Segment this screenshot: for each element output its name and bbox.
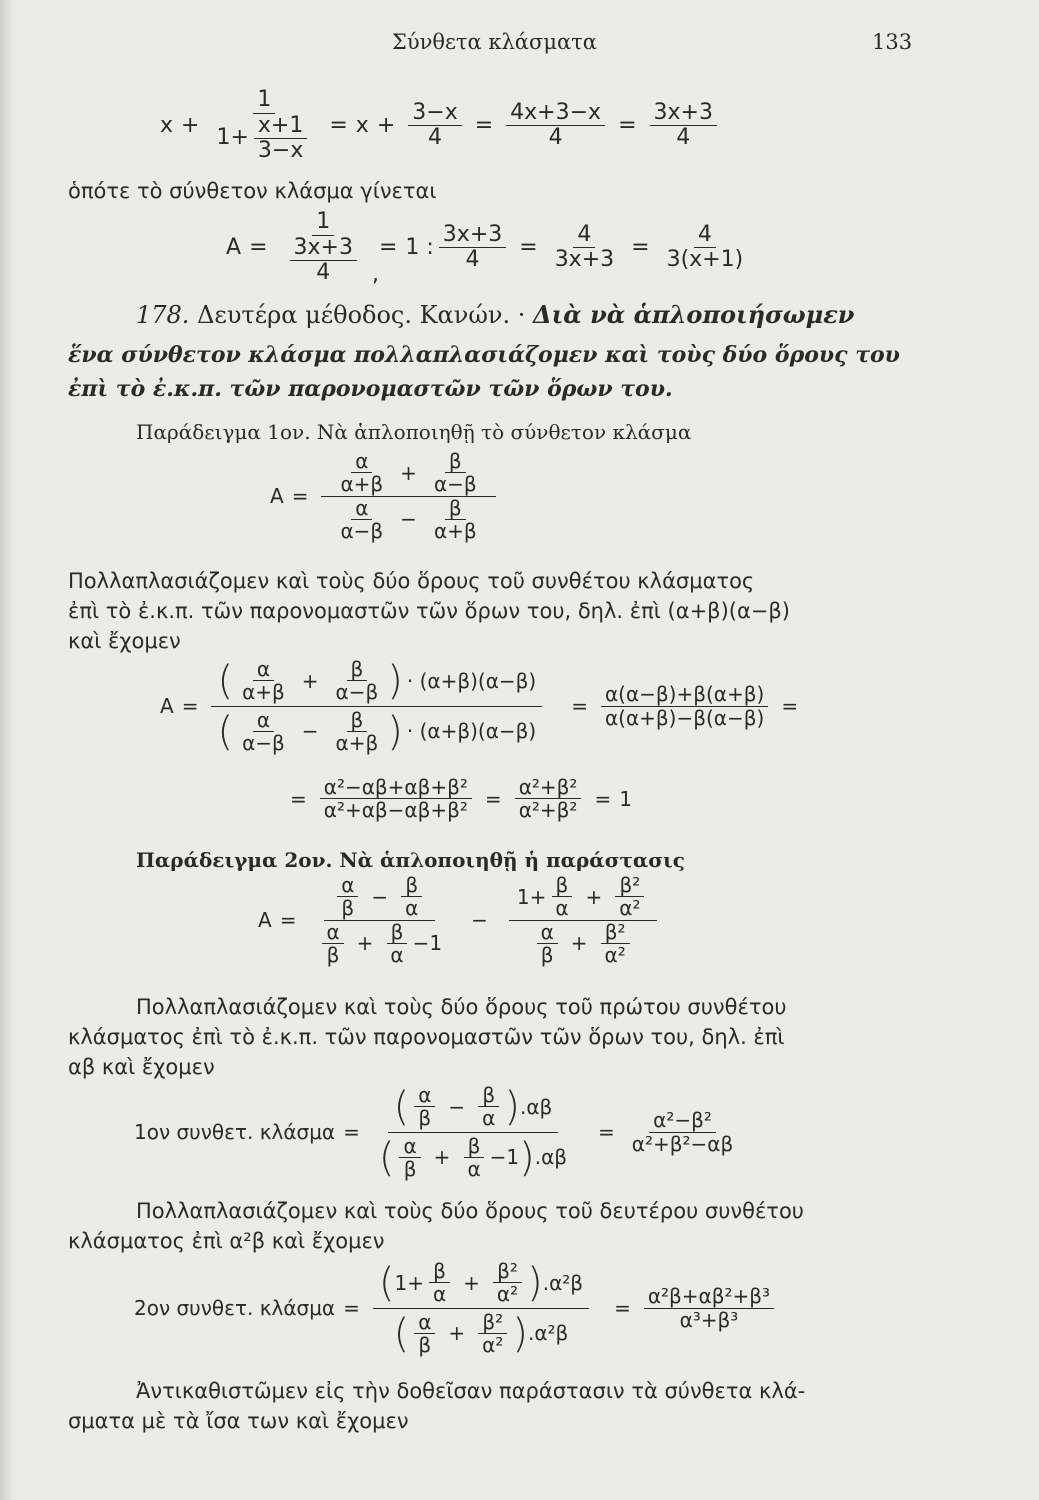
page-edge-shadow <box>0 0 14 1500</box>
one-divided: 1 : <box>405 235 434 261</box>
plus-sign: + <box>376 113 396 139</box>
numerator: 4 <box>573 223 595 249</box>
fraction <box>551 223 618 273</box>
product-term: · (α+β)(α−β) <box>406 719 537 744</box>
numerator <box>321 450 495 497</box>
denominator <box>321 497 495 543</box>
numerator: 3x+3 <box>290 236 357 262</box>
numerator: ( $\frac{\alpha}{\alpha+\beta}$ + $\frac{\beta}{\alpha-\beta}$ ) · (α+β)(α−β) <box>211 658 542 707</box>
equals-sign: = <box>781 694 799 719</box>
fraction: $\frac{\alpha}{\alpha+\beta}$ <box>340 449 384 497</box>
equals-sign: = <box>519 235 538 261</box>
equation-example1 <box>270 450 501 543</box>
var-A: A <box>258 908 272 933</box>
equals-sign: = <box>618 113 637 139</box>
denominator: 3−x <box>257 138 304 164</box>
text-line: Πολλαπλασιάζομεν καὶ τοὺς δύο ὅρους τοῦ δευτέρου συνθέτου <box>136 1199 804 1223</box>
fraction <box>506 101 605 151</box>
text-line: Πολλαπλασιάζομεν καὶ τοὺς δύο ὅρους τοῦ πρώτου συνθέτου <box>136 995 787 1019</box>
compound-fraction: 1+ $\frac{\beta}{\alpha}$ + $\frac{\text{β²}}{\text{α²}}$ $\frac{\alpha}{\beta}$ + $\frac{\text{β²}}{\text{α²}}$ <box>509 874 658 967</box>
equals-sign: = <box>474 113 494 139</box>
equals-sign: = <box>571 694 588 719</box>
one-plus: 1+ <box>216 125 249 151</box>
compound-fraction <box>321 450 495 543</box>
inner-fraction <box>290 236 357 286</box>
page-header <box>0 30 1039 60</box>
rule-text: Διὰ νὰ ἁπλοποιήσωμεν <box>533 300 855 329</box>
var-x: x <box>355 113 369 139</box>
numerator: 3x+3 <box>439 223 506 249</box>
fraction: $\frac{\beta}{\alpha+\beta}$ <box>433 495 477 544</box>
section-heading <box>136 300 854 329</box>
equals-sign: = <box>329 113 348 139</box>
var-A: A <box>270 484 284 509</box>
equals-sign: = <box>181 694 199 719</box>
fraction: $\frac{\alpha}{\alpha-\beta}$ <box>340 495 384 544</box>
nested-fraction <box>212 88 316 164</box>
numerator: 4 <box>694 223 716 249</box>
rule-text: ἐπὶ τὸ ἐ.κ.π. τῶν παρονομαστῶν τῶν ὅρων του. <box>68 376 673 402</box>
example-title: Παράδειγμα 2ον. Νὰ ἁπλοποιηθῇ ἡ παράστασις <box>136 848 685 872</box>
equals-sign: = <box>484 786 502 811</box>
numerator: 3−x <box>408 101 461 127</box>
equation-2 <box>226 210 752 286</box>
equals-sign: = <box>291 484 309 509</box>
equals-sign: = <box>594 786 612 811</box>
text-line: κλάσματος ἐπὶ τὸ ἐ.κ.π. τῶν παρονομαστῶν τῶν ὅρων του, δηλ. ἐπὶ <box>68 1025 785 1049</box>
equation-example2 <box>258 874 662 967</box>
text-line: σματα μὲ τὰ ἴσα των καὶ ἔχομεν <box>68 1409 409 1433</box>
denominator: 3(x+1) <box>666 247 744 273</box>
denominator <box>281 236 366 286</box>
equation-first-compound: 1ον συνθετ. κλάσμα = ( $\frac{\alpha}{\beta}$ − $\frac{\beta}{\alpha}$ ) .αβ ( $\frac{\alpha}{\beta}$ + $\frac{\beta}{\alpha}$ −1 ) .αβ = $\frac{\text{α²−β²}}{\text{α²+β²−αβ}}$ <box>134 1083 734 1182</box>
denominator: 4 <box>676 125 691 151</box>
inner-fraction <box>254 114 307 164</box>
numerator: 1 <box>312 210 334 236</box>
fraction: $\frac{\alpha(\alpha-\beta)+\beta(\alpha+\beta)}{\alpha(\alpha+\beta)-\beta(\alpha-\beta)}$ <box>601 683 768 729</box>
fraction <box>408 101 461 151</box>
numerator: 3x+3 <box>650 101 717 127</box>
fraction <box>650 101 717 151</box>
denominator: 3x+3 <box>554 247 615 273</box>
var-A: A <box>160 694 174 719</box>
compound-fraction: $\frac{\alpha}{\beta}$ − $\frac{\beta}{\alpha}$ $\frac{\alpha}{\beta}$ + $\frac{\beta}{\alpha}$ −1 <box>309 874 450 967</box>
page-number: 133 <box>872 30 913 54</box>
compound-fraction <box>211 658 542 755</box>
rule-text: ἕνα σύνθετον κλάσμα πολλαπλασιάζομεν καὶ τοὺς δύο ὅρους του <box>68 342 900 368</box>
denominator: 4 <box>427 125 442 151</box>
label: 2ον συνθετ. κλάσμα <box>134 1296 336 1321</box>
comma: , <box>372 262 379 287</box>
fraction <box>439 223 506 273</box>
var-A: A <box>226 235 242 261</box>
denominator: 4 <box>316 260 331 286</box>
example-title: Παράδειγμα 1ον. Νὰ ἁπλοποιηθῇ τὸ σύνθετον κλάσμα <box>136 420 692 444</box>
text-line: καὶ ἔχομεν <box>68 629 181 653</box>
plus-sign: + <box>400 460 417 485</box>
section-number: 178. <box>136 301 190 329</box>
result-one: 1 <box>619 786 632 811</box>
numerator: 1 <box>253 88 275 114</box>
denominator <box>212 114 316 164</box>
numerator: 4x+3−x <box>506 101 605 127</box>
equation-second-compound: 2ον συνθετ. κλάσμα = ( 1+ $\frac{\beta}{\alpha}$ + $\frac{\text{β²}}{\text{α²}}$ ) .α²β ( $\frac{\alpha}{\beta}$ + $\frac{\text{β²}}{\text{α²}}$ ) .α²β = $\frac{\text{α²β+αβ²+β³}}{\text{α³+β³}}$ <box>134 1260 779 1357</box>
denominator: ( $\frac{\alpha}{\alpha-\beta}$ − $\frac{\beta}{\alpha+\beta}$ ) · (α+β)(α−β) <box>217 707 537 756</box>
numerator: x+1 <box>254 114 307 140</box>
section-title: Δευτέρα μέθοδος. Κανών. · <box>197 301 526 329</box>
minus-sign: − <box>471 908 488 933</box>
running-title: Σύνθετα κλάσματα <box>392 30 597 54</box>
fraction <box>663 223 748 273</box>
text-line: αβ καὶ ἔχομεν <box>68 1055 215 1079</box>
plus-sign: + <box>181 113 200 139</box>
equals-sign: = <box>279 908 297 933</box>
fraction <box>281 210 366 286</box>
equation-1 <box>160 88 722 164</box>
equation-example1-expansion <box>160 658 806 755</box>
text-line: ὁπότε τὸ σύνθετον κλάσμα γίνεται <box>68 179 437 203</box>
equals-sign: = <box>249 235 268 261</box>
text-line: Ἀντικαθιστῶμεν εἰς τὴν δοθεῖσαν παράστασιν τὰ σύνθετα κλά- <box>136 1379 806 1403</box>
equals-sign: = <box>631 235 650 261</box>
minus-sign: − <box>400 507 417 532</box>
label: 1ον συνθετ. κλάσμα <box>134 1120 336 1145</box>
equals-sign: = <box>290 786 307 811</box>
equation-example1-simplify: = $\frac{\text{α²−αβ+αβ+β²}}{\text{α²+αβ−αβ+β²}}$ = $\frac{\text{α²+β²}}{\text{α²+β²}}$ = 1 <box>290 775 632 823</box>
product-term: · (α+β)(α−β) <box>406 668 537 693</box>
denominator: 4 <box>465 247 480 273</box>
text-line: κλάσματος ἐπὶ α²β καὶ ἔχομεν <box>68 1229 385 1253</box>
denominator: 4 <box>548 125 563 151</box>
text-line: Πολλαπλασιάζομεν καὶ τοὺς δύο ὅρους τοῦ συνθέτου κλάσματος <box>68 569 755 593</box>
text-line: ἐπὶ τὸ ἐ.κ.π. τῶν παρονομαστῶν τῶν ὅρων του, δηλ. ἐπὶ (α+β)(α−β) <box>68 599 790 623</box>
fraction: $\frac{\beta}{\alpha-\beta}$ <box>433 449 477 497</box>
equals-sign: = <box>378 235 398 261</box>
var-x: x <box>160 113 174 139</box>
